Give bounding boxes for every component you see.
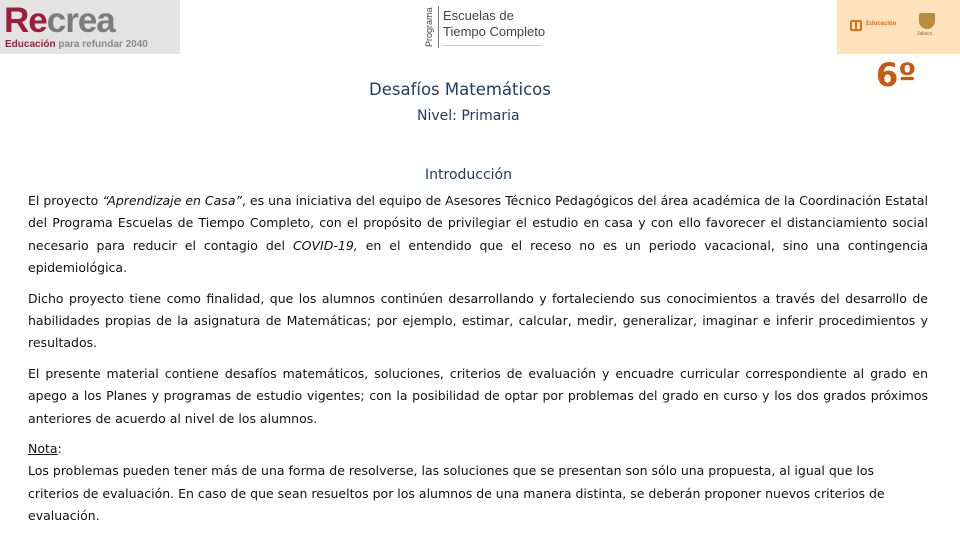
recrea-word-crea: crea — [46, 1, 115, 40]
level-label: Nivel — [417, 108, 453, 124]
shield-icon — [919, 13, 935, 29]
note-colon: : — [57, 441, 62, 457]
page-title: Desafíos Matemáticos — [369, 80, 551, 99]
p1-text-a: El proyecto — [28, 193, 103, 208]
jalisco-state-label: Jalisco — [917, 31, 933, 37]
etc-underline — [443, 45, 541, 46]
etc-program-logo — [424, 2, 548, 52]
etc-line2: Tiempo Completo — [443, 24, 546, 39]
p1-text-c: , es una iniciativa del equipo de Asesores Técnico Pedagógicos del área académica de la Coordinación Estatal del Programa Escuelas de Tiempo Completo, con el propósito de privilegiar el estudio en casa y con ello favorecer el distanciamiento social necesario para reducir el contagio del — [28, 193, 929, 253]
recrea-tagline-rest: para refundar 2040 — [55, 39, 148, 50]
intro-paragraph-3: El presente material contiene desafíos matemáticos, soluciones, criterios de evaluación y encuadre curricular correspondiente al grado en apego a los Planes y programas de estudio vigentes; con la posibilidad de optar por problemas del grado en curso y los dos grados próximos anteriores de acuerdo al nivel de los alumnos. — [28, 365, 928, 426]
note-label: Nota — [28, 441, 58, 457]
recrea-word-re: Re — [4, 1, 47, 40]
p1-text-e: en el entendido que el receso no es un periodo vacacional, sino una contingencia epidemiológica. — [28, 237, 929, 276]
etc-line1: Escuelas de — [443, 8, 514, 23]
recrea-logo — [0, 0, 180, 54]
etc-vertical-label: Programa — [424, 7, 434, 47]
book-icon — [850, 20, 862, 31]
etc-divider — [438, 6, 439, 48]
note-heading — [28, 438, 928, 460]
intro-heading: Introducción — [425, 167, 512, 183]
jalisco-edu-label: Educación — [866, 21, 897, 27]
jalisco-education-logo — [837, 0, 960, 54]
intro-paragraph-2: Dicho proyecto tiene como finalidad, que los alumnos continúen desarrollando y fortaleciendo sus conocimientos a través del desarrollo de habilidades propias de la asignatura de Matemáticas; por ejemplo, estimar, calcular, medir, generalizar, imaginar e inferir procedimientos y resultados. — [28, 290, 928, 351]
level-line — [417, 108, 520, 124]
intro-content — [28, 190, 928, 528]
level-value: : Primaria — [452, 108, 520, 124]
grade-badge: 6º — [876, 56, 917, 94]
note-body: Los problemas pueden tener más de una forma de resolverse, las soluciones que se presentan son sólo una propuesta, al igual que los criterios de evaluación. En caso de que sean resueltos por los alumnos de una manera distinta, se deberán proponer nuevos criterios de evaluación. — [28, 463, 885, 524]
intro-paragraph-1 — [28, 190, 928, 280]
p1-project-name: “Aprendizaje en Casa” — [102, 193, 242, 208]
recrea-tagline-strong: Educación — [5, 39, 56, 50]
recrea-wordmark — [4, 1, 115, 41]
p1-covid: COVID-19, — [292, 237, 358, 253]
recrea-tagline — [5, 39, 177, 50]
